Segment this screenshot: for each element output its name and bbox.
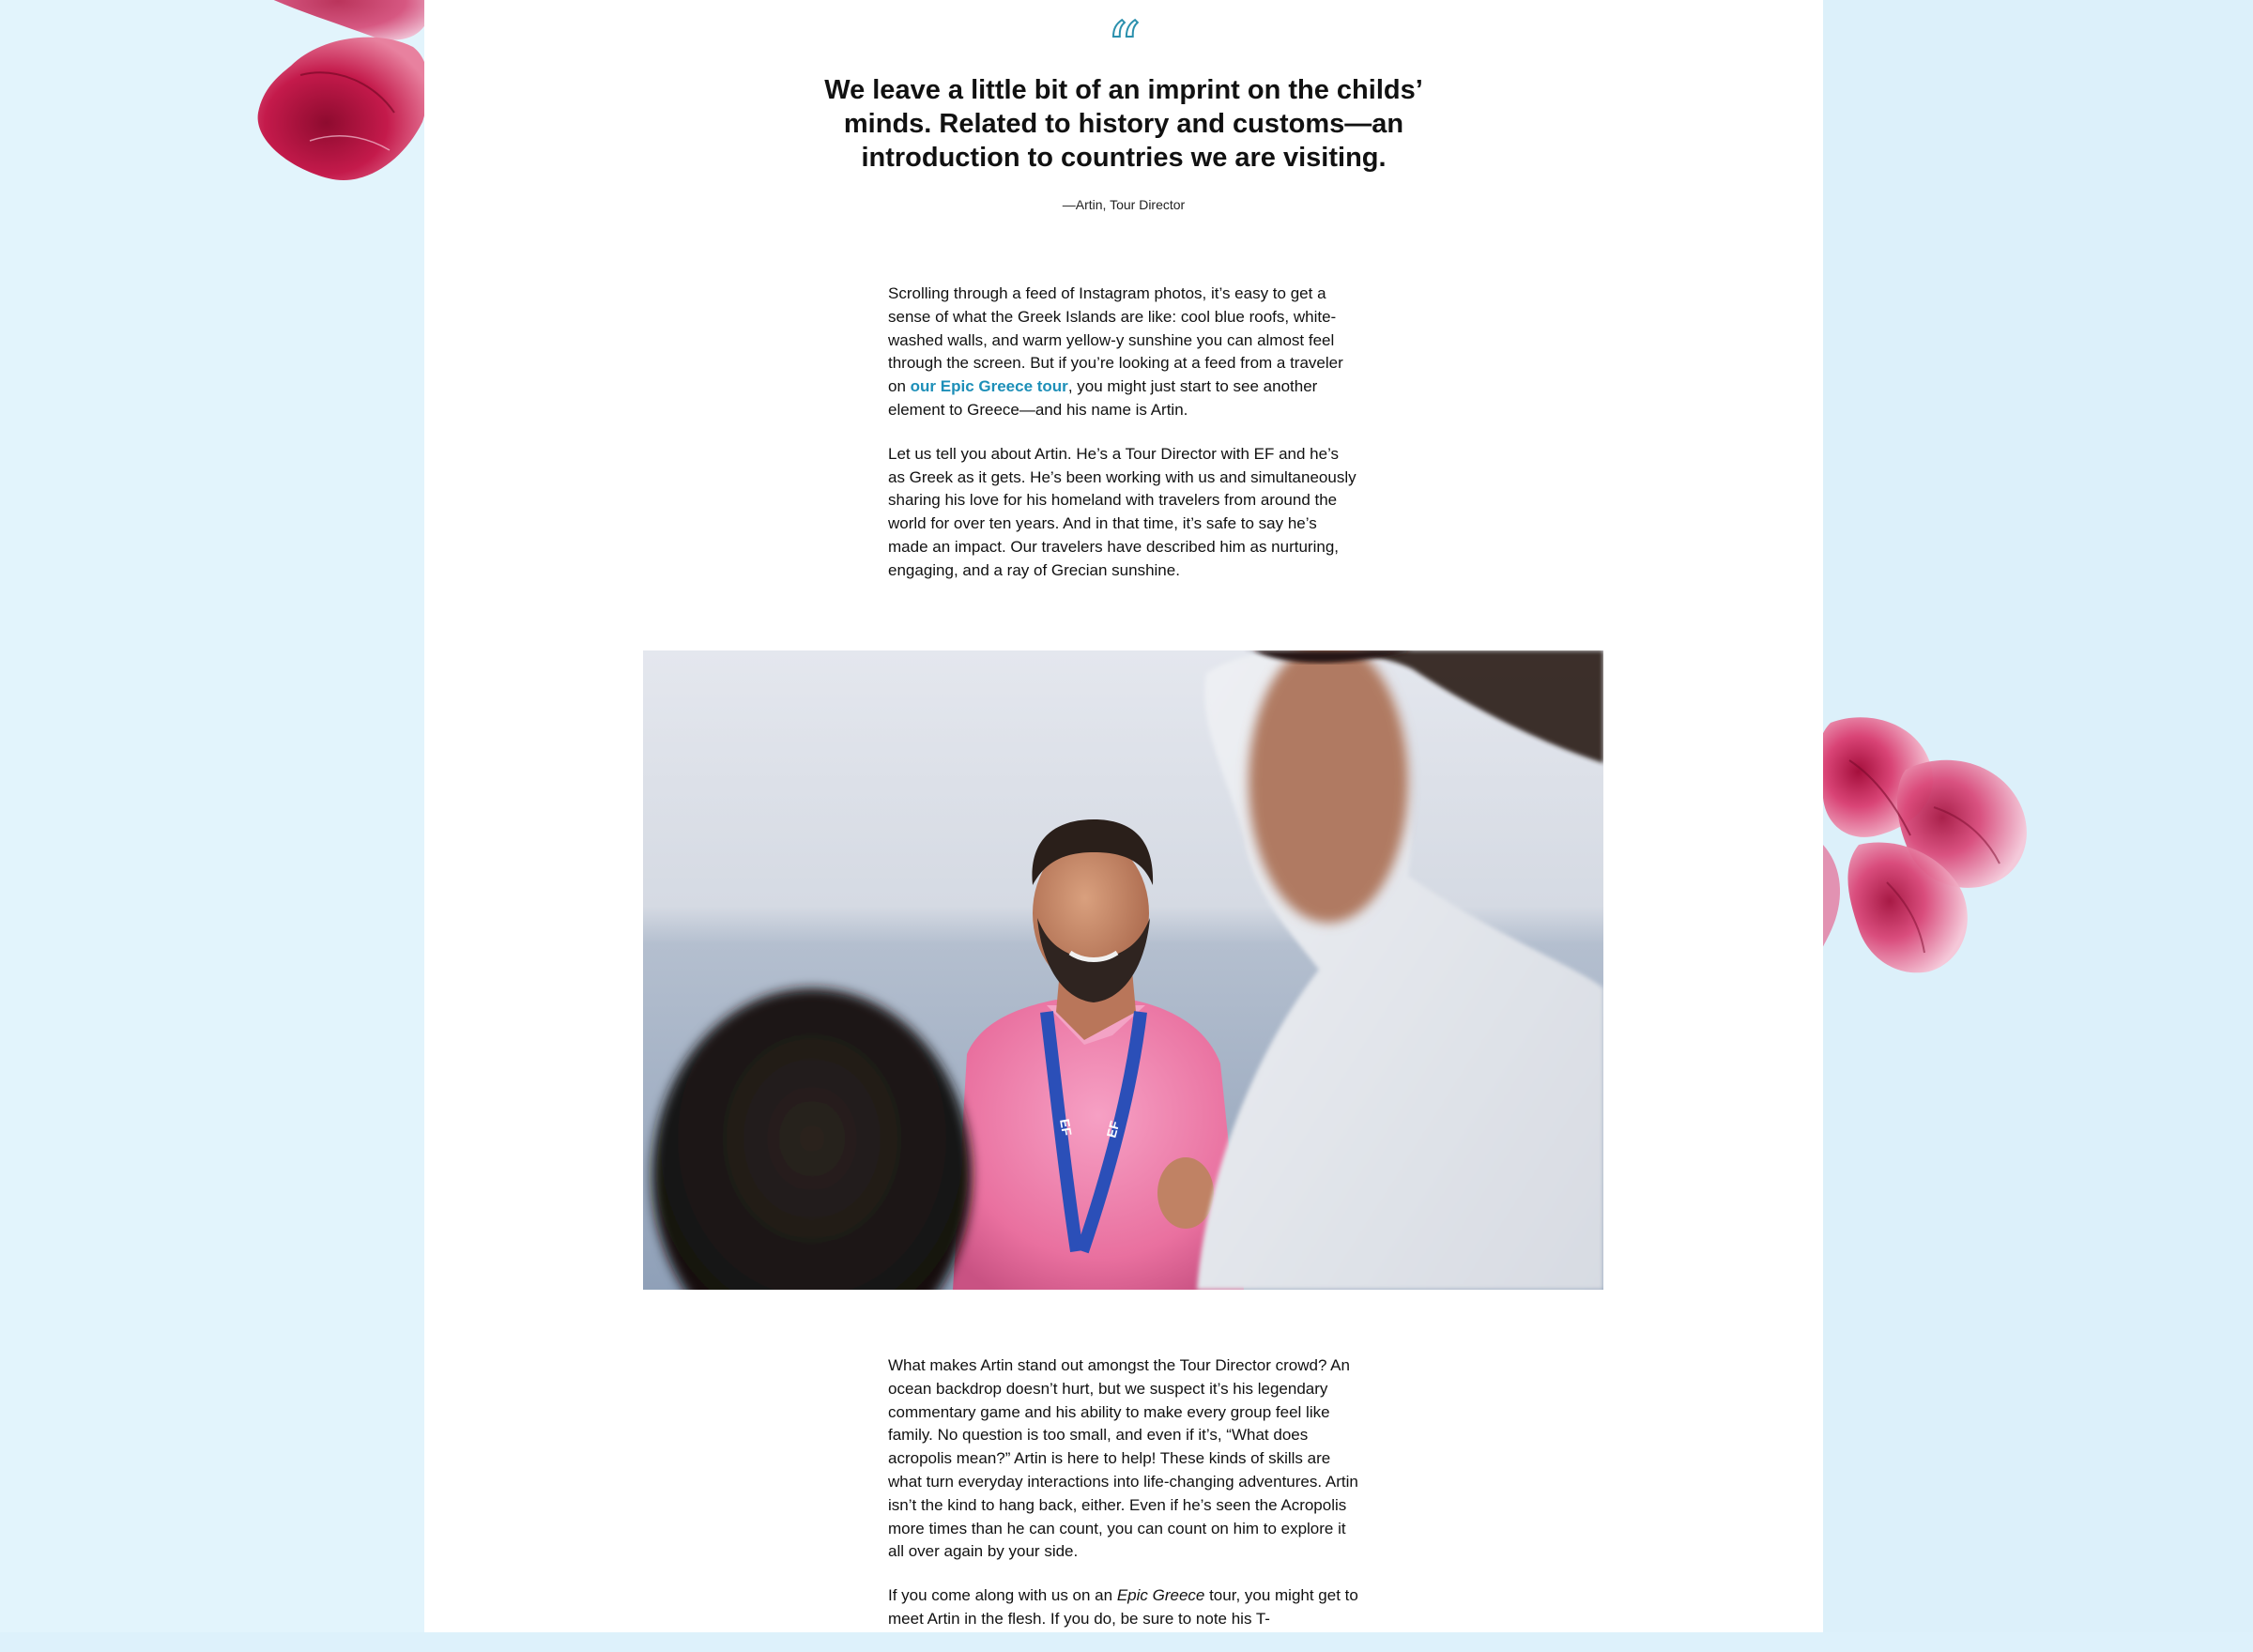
epic-greece-tour-link[interactable]: our Epic Greece tour — [910, 377, 1068, 396]
paragraph: Let us tell you about Artin. He’s a Tour Director with EF and he’s as Greek as it gets. He’s been working with us and simultaneously sharing his love for his homeland with travelers from around the world for over ten years. And in that time, it’s safe to say he’s made an impact. Our travelers have described him as nurturing, engaging, and a ray of Grecian sunshine. — [888, 444, 1356, 579]
paragraph-text: tour, you might get to meet Artin in the flesh. If you do, be sure to note his T- — [888, 1586, 1358, 1628]
quote-icon: “ — [1106, 8, 1142, 86]
paragraph-text: If you come along with us on an — [888, 1586, 1117, 1605]
article-page — [424, 0, 1823, 1632]
tour-name-emphasis: Epic Greece — [1116, 1586, 1205, 1605]
paragraph-text: Scrolling through a feed of Instagram photos, it’s easy to get a sense of what the Greek Islands are like: cool blue roofs, white-washed walls, and warm yellow-y sunshine you can almost feel through the screen. But if you’re looking at a feed from a traveler on — [888, 284, 1343, 396]
lanyard-label: EF — [1103, 1119, 1123, 1140]
background-left — [0, 0, 424, 1632]
paragraph-text: , you might just start to see another element to Greece—and his name is Artin. — [888, 377, 1318, 419]
story-text — [888, 1354, 1359, 1652]
paragraph: What makes Artin stand out amongst the Tour Director crowd? An ocean backdrop doesn’t hurt, but we suspect it’s his legendary commentary game and his ability to make every group feel like family. No question is too small, and even if it’s, “What does acropolis mean?” Artin is here to help! These kinds of skills are what turn everyday interactions into life-changing adventures. Artin isn’t the kind to hang back, either. Even if he’s seen the Acropolis more times than he can count, you can count on him to explore it all over again by your side. — [888, 1356, 1358, 1561]
bougainvillea-flower-icon — [1802, 704, 2046, 986]
paragraph — [888, 1584, 1359, 1631]
pull-quote: We leave a little bit of an imprint on the childs’ minds. Related to history and customs—an introduction to countries we are visiting. — [824, 75, 1423, 173]
intro-text — [888, 283, 1359, 604]
bougainvillea-flower-icon — [235, 0, 432, 216]
paragraph — [888, 283, 1359, 422]
quote-attribution: —Artin, Tour Director — [1062, 197, 1186, 212]
lanyard-label: EF — [1057, 1117, 1075, 1138]
tour-director-photo — [643, 650, 1603, 1290]
